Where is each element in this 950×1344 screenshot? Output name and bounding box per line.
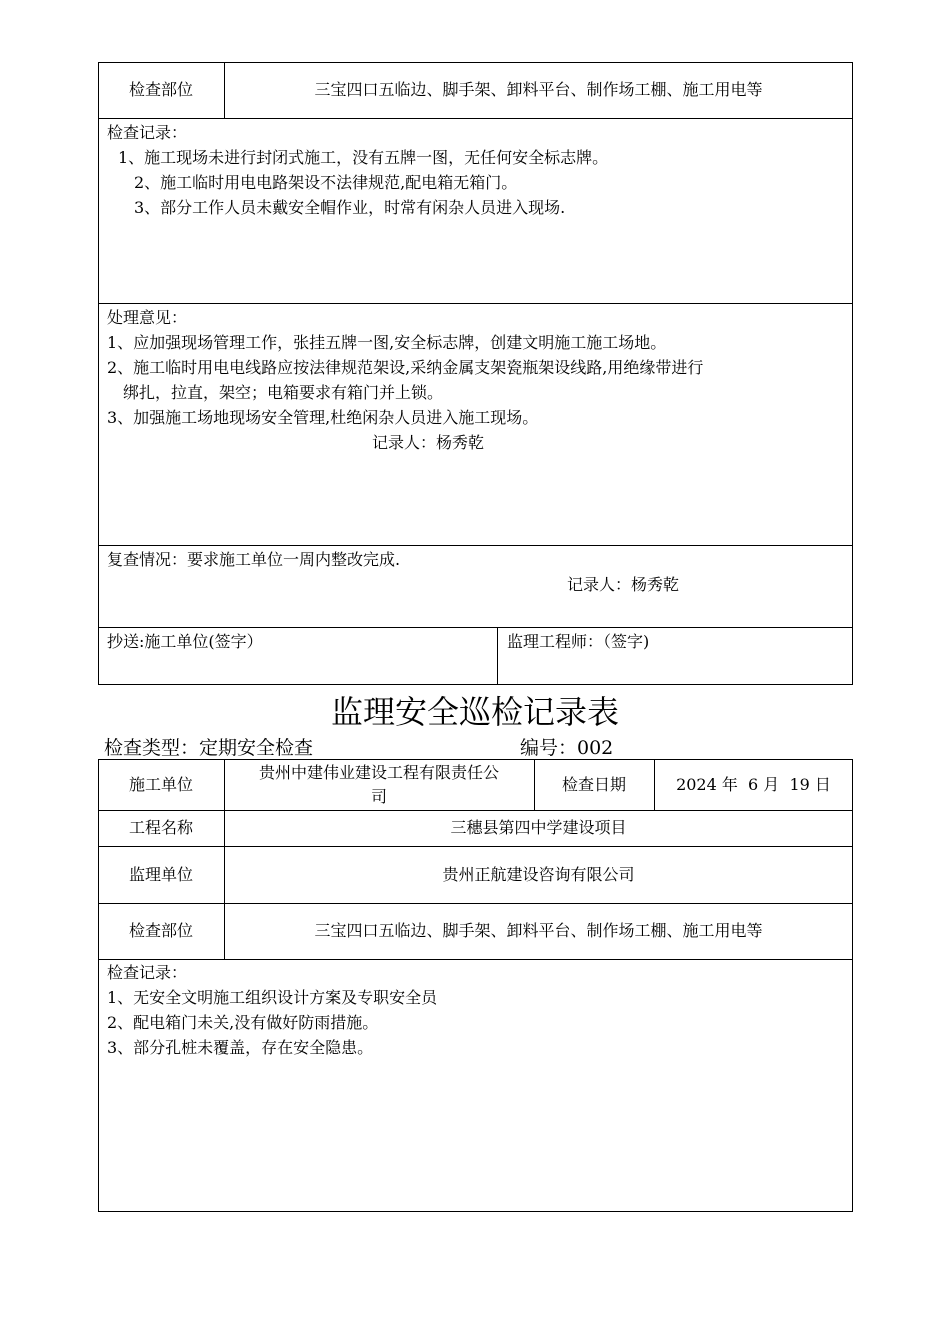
form1-cc-signature: 抄送:施工单位(签字） xyxy=(107,632,263,651)
form2-divider xyxy=(98,959,853,960)
form1-record-item: 1、施工现场未进行封闭式施工，没有五牌一图，无任何安全标志牌。 xyxy=(118,148,609,167)
form1-opinion-item: 绑扎，拉直，架空；电箱要求有箱门并上锁。 xyxy=(123,383,444,402)
form2-date-label: 检查日期 xyxy=(561,774,626,794)
form1-record-item: 2、施工临时用电电路架设不法律规范,配电箱无箱门。 xyxy=(134,173,518,192)
form1-opinion-title: 处理意见： xyxy=(107,308,188,327)
form2-serial-number: 编号：002 xyxy=(520,737,614,759)
form2-contractor-line: 贵州中建伟业建设工程有限责任公 xyxy=(258,763,499,782)
form1-opinion-item: 2、施工临时用电电线路应按法律规范架设,采纳金属支架瓷瓶架设线路,用绝缘带进行 xyxy=(107,358,704,377)
form1-opinion-item: 3、加强施工场地现场安全管理,杜绝闲杂人员进入施工现场。 xyxy=(107,408,539,427)
form2-record-item: 3、部分孔桩未覆盖，存在安全隐患。 xyxy=(107,1038,374,1057)
form1-divider xyxy=(98,303,853,304)
form2-record-title: 检查记录： xyxy=(107,963,188,982)
form1-opinion-item: 1、应加强现场管理工作，张挂五牌一图,安全标志牌，创建文明施工施工场地。 xyxy=(107,333,667,352)
form1-divider xyxy=(98,118,853,119)
form1-check-area-label: 检查部位 xyxy=(128,80,193,99)
form1-record-item: 3、部分工作人员未戴安全帽作业，时常有闲杂人员进入现场. xyxy=(134,198,566,217)
form1-review-recorder: 记录人：杨秀乾 xyxy=(567,575,680,594)
form1-divider xyxy=(98,627,853,628)
form2-title: 监理安全巡检记录表 xyxy=(330,693,619,731)
form2-supervisor-label: 监理单位 xyxy=(128,864,193,884)
form1-divider xyxy=(497,627,498,685)
form1-engineer-signature: 监理工程师：（签字) xyxy=(507,632,650,651)
form1-review: 复查情况：要求施工单位一周内整改完成. xyxy=(107,550,401,569)
form2-project-label: 工程名称 xyxy=(128,818,193,837)
form2-contractor-value xyxy=(224,761,534,810)
form2-project-value: 三穗县第四中学建设项目 xyxy=(450,818,627,837)
form2-record-item: 2、配电箱门未关,没有做好防雨措施。 xyxy=(107,1013,379,1032)
form2-contractor-line: 司 xyxy=(370,787,387,806)
form1-divider xyxy=(98,545,853,546)
form2-check-area-value: 三宝四口五临边、脚手架、卸料平台、制作场工棚、施工用电等 xyxy=(314,921,763,940)
form2-check-area-label: 检查部位 xyxy=(128,921,193,940)
form2-contractor-label: 施工单位 xyxy=(128,774,193,794)
form1-opinion-recorder: 记录人：杨秀乾 xyxy=(372,433,485,452)
form2-check-type: 检查类型：定期安全检查 xyxy=(104,737,314,759)
form2-date-value: 2024 年 6 月 19 日 xyxy=(676,774,831,794)
form1-check-area-value: 三宝四口五临边、脚手架、卸料平台、制作场工棚、施工用电等 xyxy=(314,80,763,99)
form2-supervisor-value: 贵州正航建设咨询有限公司 xyxy=(442,864,635,884)
form2-record-item: 1、无安全文明施工组织设计方案及专职安全员 xyxy=(107,988,438,1007)
form1-record-title: 检查记录： xyxy=(107,123,188,142)
